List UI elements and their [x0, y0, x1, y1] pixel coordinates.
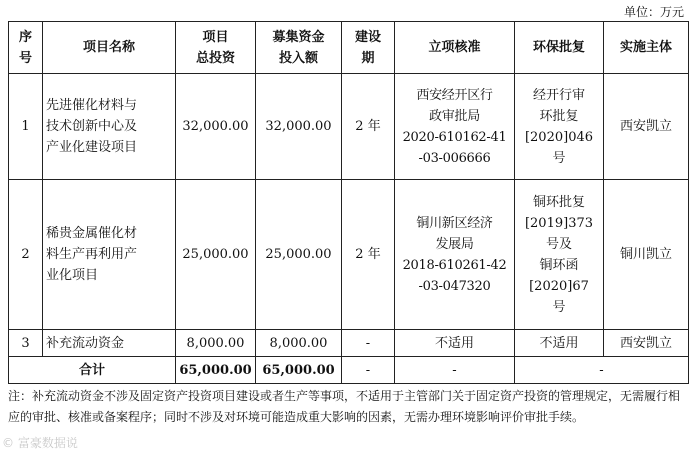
total-row — [9, 357, 689, 384]
header-period: 建设 期 — [342, 22, 395, 74]
cell-total: 32,000.00 — [176, 74, 256, 180]
header-entity: 实施主体 — [604, 22, 689, 74]
cell-period: 2 年 — [342, 180, 395, 330]
cell-name: 稀贵金属催化材 料生产再利用产 业化项目 — [43, 180, 176, 330]
header-total: 项目 总投资 — [176, 22, 256, 74]
total-total: 65,000.00 — [176, 357, 256, 384]
total-label: 合计 — [9, 357, 176, 384]
cell-env: 经开行审 环批复 [2020]046 号 — [515, 74, 604, 180]
investment-table — [8, 21, 689, 384]
header-raised: 募集资金 投入额 — [256, 22, 342, 74]
header-row — [9, 22, 689, 74]
cell-seq: 1 — [9, 74, 43, 180]
table-row — [9, 180, 689, 330]
cell-period: 2 年 — [342, 74, 395, 180]
cell-entity: 西安凯立 — [604, 330, 689, 357]
cell-env: 不适用 — [515, 330, 604, 357]
footnote: 注：补充流动资金不涉及固定资产投资项目建设或者生产等事项，不适用于主管部门关于固定资产投资的管理规定，无需履行相应的审批、核准或备案程序；同时不涉及对环境可能造成重大影响的因素，无需办理环境影响评价审批手续。 — [8, 389, 681, 424]
cell-total: 25,000.00 — [176, 180, 256, 330]
cell-raised: 32,000.00 — [256, 74, 342, 180]
watermark: © 富豪数据说 — [2, 436, 78, 450]
total-approval: - — [395, 357, 515, 384]
cell-name: 补充流动资金 — [43, 330, 176, 357]
cell-raised: 8,000.00 — [256, 330, 342, 357]
cell-raised: 25,000.00 — [256, 180, 342, 330]
cell-env: 铜环批复 [2019]373 号及 铜环函 [2020]67 号 — [515, 180, 604, 330]
header-name: 项目名称 — [43, 22, 176, 74]
header-seq: 序 号 — [9, 22, 43, 74]
cell-approval: 铜川新区经济 发展局 2018-610261-42 -03-047320 — [395, 180, 515, 330]
header-approval: 立项核准 — [395, 22, 515, 74]
cell-name: 先进催化材料与 技术创新中心及 产业化建设项目 — [43, 74, 176, 180]
cell-approval: 西安经开区行 政审批局 2020-610162-41 -03-006666 — [395, 74, 515, 180]
total-period: - — [342, 357, 395, 384]
total-env-entity: - — [515, 357, 689, 384]
total-raised: 65,000.00 — [256, 357, 342, 384]
unit-label: 单位：万元 — [623, 5, 684, 19]
table-row — [9, 330, 689, 357]
cell-seq: 3 — [9, 330, 43, 357]
cell-entity: 铜川凯立 — [604, 180, 689, 330]
cell-entity: 西安凯立 — [604, 74, 689, 180]
table-row — [9, 74, 689, 180]
cell-seq: 2 — [9, 180, 43, 330]
cell-approval: 不适用 — [395, 330, 515, 357]
cell-total: 8,000.00 — [176, 330, 256, 357]
header-env: 环保批复 — [515, 22, 604, 74]
cell-period: - — [342, 330, 395, 357]
